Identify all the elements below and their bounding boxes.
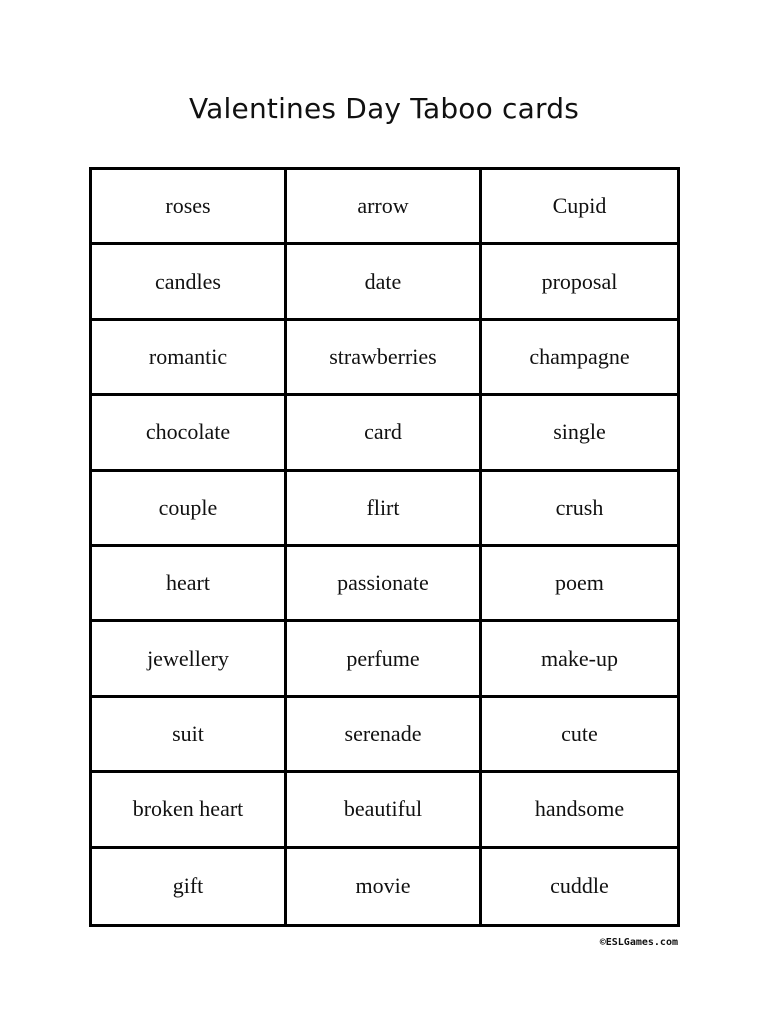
taboo-card: champagne bbox=[482, 321, 677, 396]
taboo-card: perfume bbox=[287, 622, 482, 697]
copyright-notice: ©ESLGames.com bbox=[599, 937, 678, 948]
taboo-card: candles bbox=[92, 245, 287, 320]
taboo-card: cuddle bbox=[550, 873, 609, 899]
taboo-card: poem bbox=[482, 547, 677, 622]
page-title: Valentines Day Taboo cards bbox=[189, 92, 579, 125]
taboo-card: jewellery bbox=[92, 622, 287, 697]
taboo-card: cute bbox=[482, 698, 677, 773]
taboo-card: single bbox=[482, 396, 677, 471]
taboo-card: suit bbox=[92, 698, 287, 773]
taboo-card: handsome bbox=[482, 773, 677, 848]
taboo-card: date bbox=[287, 245, 482, 320]
taboo-card: flirt bbox=[287, 472, 482, 547]
taboo-card: heart bbox=[92, 547, 287, 622]
taboo-card: strawberries bbox=[287, 321, 482, 396]
taboo-card: card bbox=[287, 396, 482, 471]
taboo-card: Cupid bbox=[482, 170, 677, 245]
taboo-card: proposal bbox=[482, 245, 677, 320]
taboo-card: broken heart bbox=[92, 773, 287, 848]
taboo-card: chocolate bbox=[92, 396, 287, 471]
taboo-card: passionate bbox=[287, 547, 482, 622]
taboo-card: roses bbox=[92, 170, 287, 245]
taboo-card-grid bbox=[89, 167, 680, 927]
taboo-card: romantic bbox=[92, 321, 287, 396]
taboo-card: couple bbox=[92, 472, 287, 547]
taboo-card: make-up bbox=[482, 622, 677, 697]
taboo-card: arrow bbox=[287, 170, 482, 245]
taboo-card: movie bbox=[287, 849, 482, 924]
taboo-card: crush bbox=[482, 472, 677, 547]
taboo-card: serenade bbox=[287, 698, 482, 773]
taboo-card: beautiful bbox=[287, 773, 482, 848]
taboo-card: gift bbox=[92, 849, 287, 924]
